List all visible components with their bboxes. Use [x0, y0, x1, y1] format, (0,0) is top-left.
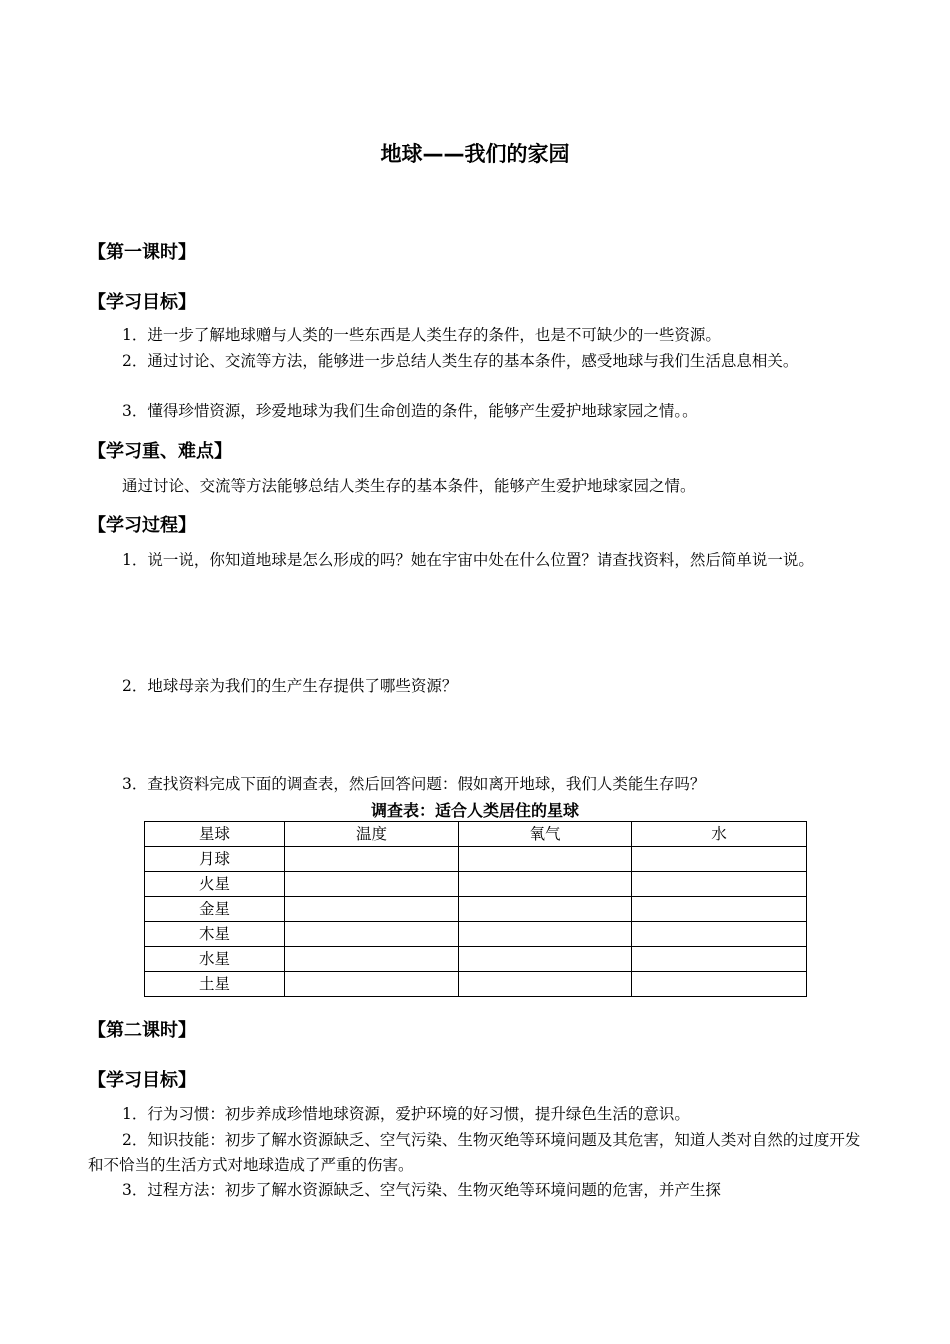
table-row — [145, 947, 807, 972]
lesson2-objectives-heading: 【学习目标】 — [88, 1070, 196, 1091]
survey-caption: 调查表：适合人类居住的星球 — [370, 801, 579, 820]
temperature-cell[interactable] — [285, 947, 459, 972]
water-cell[interactable] — [632, 947, 807, 972]
temperature-cell[interactable] — [285, 897, 459, 922]
temperature-cell[interactable] — [285, 872, 459, 897]
lesson1-objective-2: 2．通过讨论、交流等方法，能够进一步总结人类生存的基本条件，感受地球与我们生活息息相关。 — [122, 352, 799, 370]
lesson1-heading: 【第一课时】 — [88, 242, 196, 263]
water-cell[interactable] — [632, 872, 807, 897]
water-cell[interactable] — [632, 922, 807, 947]
temperature-cell[interactable] — [285, 972, 459, 997]
survey-table — [144, 821, 807, 997]
planet-name: 水星 — [145, 947, 285, 972]
table-row — [145, 972, 807, 997]
water-cell[interactable] — [632, 897, 807, 922]
temperature-cell[interactable] — [285, 922, 459, 947]
survey-header-row — [145, 822, 807, 847]
lesson2-objective-3: 3．过程方法：初步了解水资源缺乏、空气污染、生物灭绝等环境问题的危害，并产生探 — [122, 1181, 721, 1199]
lesson2-objective-1: 1．行为习惯：初步养成珍惜地球资源，爱护环境的好习惯，提升绿色生活的意识。 — [122, 1105, 690, 1123]
planet-name: 月球 — [145, 847, 285, 872]
planet-name: 木星 — [145, 922, 285, 947]
water-cell[interactable] — [632, 847, 807, 872]
lesson2-heading: 【第二课时】 — [88, 1020, 196, 1041]
process-question-2: 2．地球母亲为我们的生产生存提供了哪些资源？ — [122, 677, 458, 695]
lesson1-objectives-heading: 【学习目标】 — [88, 292, 196, 313]
table-row — [145, 922, 807, 947]
lesson1-keypoints-text: 通过讨论、交流等方法能够总结人类生存的基本条件，能够产生爱护地球家园之情。 — [122, 477, 696, 495]
oxygen-cell[interactable] — [459, 947, 632, 972]
process-question-3: 3．查找资料完成下面的调查表，然后回答问题：假如离开地球，我们人类能生存吗？ — [122, 775, 706, 793]
planet-name: 火星 — [145, 872, 285, 897]
document-title: 地球——我们的家园 — [380, 142, 570, 166]
oxygen-cell[interactable] — [459, 847, 632, 872]
header-water: 水 — [632, 822, 807, 847]
lesson1-process-heading: 【学习过程】 — [88, 515, 196, 536]
lesson2-objective-2: 2．知识技能：初步了解水资源缺乏、空气污染、生物灭绝等环境问题及其危害，知道人类对自然的过度开发和不恰当的生活方式对地球造成了严重的伤害。 — [88, 1131, 861, 1174]
process-question-1: 1．说一说，你知道地球是怎么形成的吗？她在宇宙中处在什么位置？请查找资料，然后简单说一说。 — [122, 551, 814, 569]
lesson1-objective-3: 3．懂得珍惜资源，珍爱地球为我们生命创造的条件，能够产生爱护地球家园之情。。 — [122, 402, 698, 420]
water-cell[interactable] — [632, 972, 807, 997]
temperature-cell[interactable] — [285, 847, 459, 872]
header-temperature: 温度 — [285, 822, 459, 847]
planet-name: 金星 — [145, 897, 285, 922]
oxygen-cell[interactable] — [459, 872, 632, 897]
planet-name: 土星 — [145, 972, 285, 997]
lesson1-keypoints-heading: 【学习重、难点】 — [88, 441, 232, 462]
oxygen-cell[interactable] — [459, 922, 632, 947]
header-oxygen: 氧气 — [459, 822, 632, 847]
oxygen-cell[interactable] — [459, 972, 632, 997]
header-planet: 星球 — [145, 822, 285, 847]
oxygen-cell[interactable] — [459, 897, 632, 922]
table-row — [145, 872, 807, 897]
table-row — [145, 847, 807, 872]
table-row — [145, 897, 807, 922]
lesson1-objective-1: 1．进一步了解地球赠与人类的一些东西是人类生存的条件，也是不可缺少的一些资源。 — [122, 326, 721, 344]
